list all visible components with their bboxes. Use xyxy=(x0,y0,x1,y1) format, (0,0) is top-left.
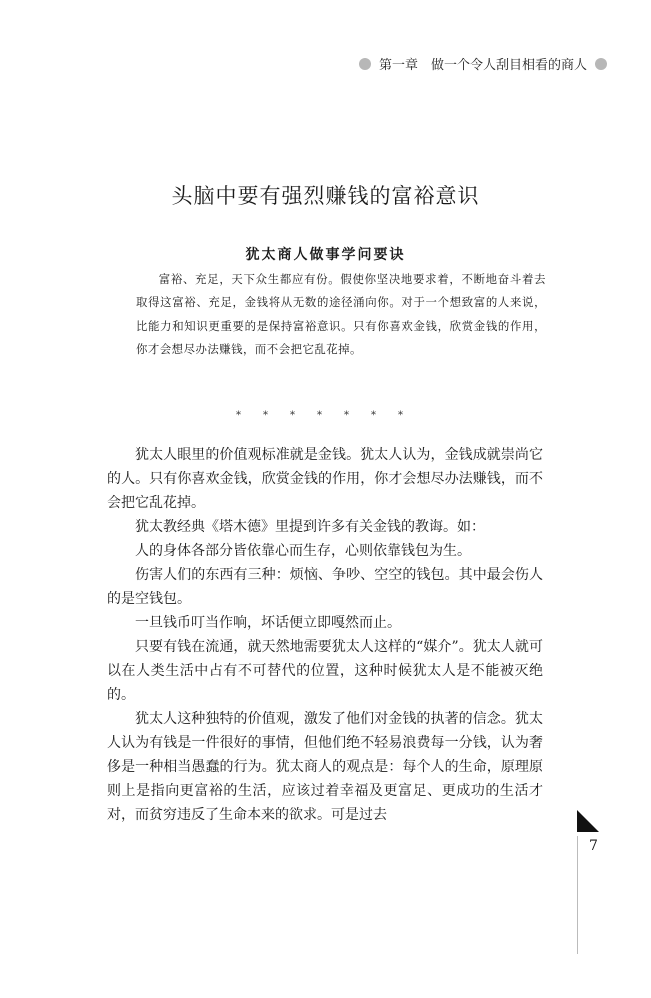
separator-star: * xyxy=(371,410,376,421)
chapter-title: 第一章 做一个令人刮目相看的商人 xyxy=(378,58,587,73)
section-separator xyxy=(236,410,403,421)
header-right-dot xyxy=(595,58,607,70)
body-text xyxy=(107,443,543,827)
page-corner-triangle xyxy=(577,810,599,832)
page-edge-rule xyxy=(577,836,578,954)
paragraph: 犹太教经典《塔木德》里提到许多有关金钱的教诲。如： xyxy=(135,519,485,535)
header-left-dot xyxy=(359,58,371,70)
running-header xyxy=(359,54,607,73)
paragraph: 犹太人这种独特的价值观，激发了他们对金钱的执著的信念。犹太人认为有钱是一件很好的事情，但他们绝不轻易浪费每一分钱，认为奢侈是一种相当愚蠢的行为。犹太商人的观点是：每个人的生命，原理原则上是指向更富裕的生活，应该过着幸福及更富足、更成功的生活才对，而贫穷违反了生命本来的欲求。可是过去 xyxy=(107,711,543,823)
separator-star: * xyxy=(236,410,241,421)
separator-star: * xyxy=(398,410,403,421)
separator-star: * xyxy=(263,410,268,421)
page-number: 7 xyxy=(589,838,598,854)
paragraph: 犹太人眼里的价值观标准就是金钱。犹太人认为，金钱成就崇尚它的人。只有你喜欢金钱，欣赏金钱的作用，你才会想尽办法赚钱，而不会把它乱花掉。 xyxy=(107,447,543,511)
separator-star: * xyxy=(344,410,349,421)
separator-star: * xyxy=(290,410,295,421)
paragraph: 伤害人们的东西有三种：烦恼、争吵、空空的钱包。其中最会伤人的是空钱包。 xyxy=(107,567,543,607)
paragraph: 人的身体各部分皆依靠心而生存，心则依靠钱包为生。 xyxy=(135,543,471,559)
separator-star: * xyxy=(317,410,322,421)
sidebar-heading: 犹太商人做事学问要诀 xyxy=(245,247,406,263)
paragraph: 一旦钱币叮当作响，坏话便立即嘎然而止。 xyxy=(135,615,401,631)
section-title: 头脑中要有强烈赚钱的富裕意识 xyxy=(171,184,480,208)
paragraph: 只要有钱在流通，就天然地需要犹太人这样的“媒介”。犹太人就可以在人类生活中占有不可替代的位置，这种时候犹太人是不能被灭绝的。 xyxy=(107,639,543,703)
sidebar-text: 富裕、充足，天下众生都应有份。假使你坚决地要求着，不断地奋斗着去取得这富裕、充足，金钱将从无数的途径涌向你。对于一个想致富的人来说，比能力和知识更重要的是保持富裕意识。只有你喜欢金钱，欣赏金钱的作用，你才会想尽办法赚钱，而不会把它乱花掉。 xyxy=(136,272,546,356)
